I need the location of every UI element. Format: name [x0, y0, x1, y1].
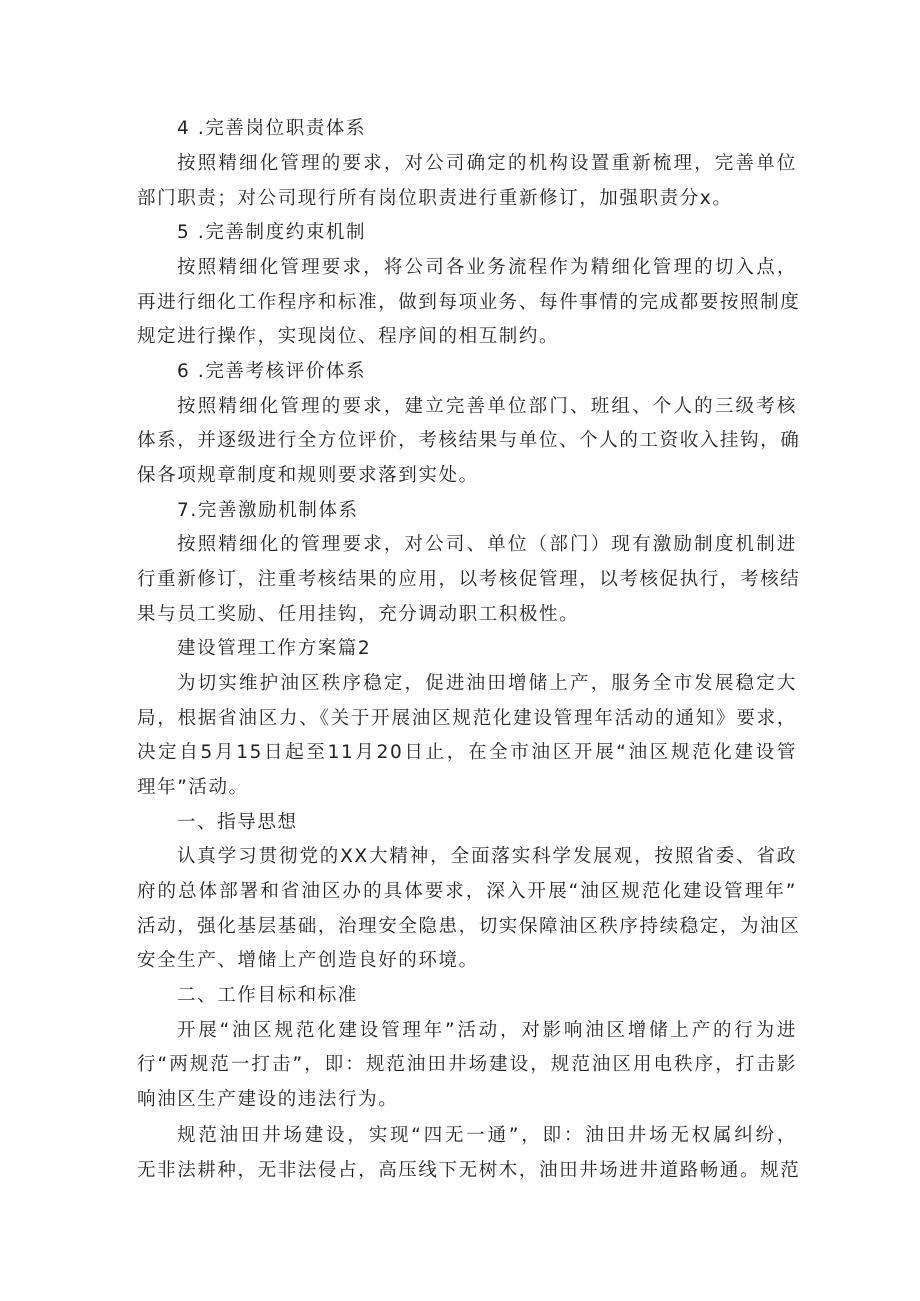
paragraph-line: 按照精细化的管理要求，对公司、单位（部门）现有激励制度机制进 [177, 534, 797, 556]
paragraph-line: 按照精细化管理的要求，对公司确定的机构设置重新梳理，完善单位 [177, 152, 797, 174]
paragraph-line: 保各项规章制度和规则要求落到实处。 [137, 465, 479, 486]
section-heading: 6 .完善考核评价体系 [177, 360, 367, 382]
paragraph-line: 行重新修订，注重考核结果的应用，以考核促管理，以考核促执行，考核结 [137, 569, 801, 591]
paragraph-line: 为切实维护油区秩序稳定，促进油田增储上产，服务全市发展稳定大 [177, 673, 797, 695]
paragraph-line: 安全生产、增储上产创造良好的环境。 [137, 950, 479, 972]
paragraph-line: 部门职责；对公司现行所有岗位职责进行重新修订，加强职责分x。 [137, 187, 733, 209]
section-heading: 5 .完善制度约束机制 [177, 222, 367, 244]
section-heading: 二、工作目标和标准 [177, 984, 358, 1006]
paragraph-line: 按照精细化管理要求，将公司各业务流程作为精细化管理的切入点， [177, 256, 797, 278]
paragraph-line: 府的总体部署和省油区办的具体要求，深入开展“油区规范化建设管理年” [137, 881, 797, 903]
paragraph-line: 体系，并逐级进行全方位评价，考核结果与单位、个人的工资收入挂钩，确 [137, 430, 801, 452]
paragraph-line: 局，根据省油区力、《关于开展油区规范化建设管理年活动的通知》要求， [137, 707, 797, 729]
paragraph-line: 决定自5月15日起至11月20日止，在全市油区开展“油区规范化建设管 [137, 742, 797, 764]
paragraph-line: 规定进行操作，实现岗位、程序间的相互制约。 [137, 326, 560, 348]
document-body [137, 112, 801, 1188]
paragraph-line: 活动，强化基层基础，治理安全隐患，切实保障油区秩序持续稳定，为油区 [137, 915, 801, 937]
paragraph-line: 规范油田井场建设，实现“四无一通”，即：油田井场无权属纠纷， [177, 1125, 797, 1147]
paragraph-line: 按照精细化管理的要求，建立完善单位部门、班组、个人的三级考核 [177, 395, 797, 417]
paragraph-line: 果与员工奖励、任用挂钩，充分调动职工积极性。 [137, 603, 580, 625]
paragraph-line: 响油区生产建设的违法行为。 [137, 1089, 399, 1111]
section-heading: 7.完善激励机制体系 [177, 499, 359, 521]
paragraph-line: 理年”活动。 [137, 777, 249, 799]
paragraph-line: 行“两规范一打击”，即：规范油田井场建设，规范油区用电秩序，打击影 [137, 1054, 797, 1076]
paragraph-line: 开展“油区规范化建设管理年”活动，对影响油区增储上产的行为进 [177, 1019, 797, 1041]
paragraph-line: 再进行细化工作程序和标准，做到每项业务、每件事情的完成都要按照制度 [137, 291, 801, 313]
section-heading: 建设管理工作方案篇2 [177, 638, 372, 660]
paragraph-line: 认真学习贯彻党的XX大精神，全面落实科学发展观，按照省委、省政 [177, 846, 797, 868]
section-heading: 4 .完善岗位职责体系 [177, 118, 367, 139]
paragraph-line: 无非法耕种，无非法侵占，高压线下无树木，油田井场进井道路畅通。规范 [137, 1160, 801, 1181]
section-heading: 一、指导思想 [177, 811, 298, 833]
